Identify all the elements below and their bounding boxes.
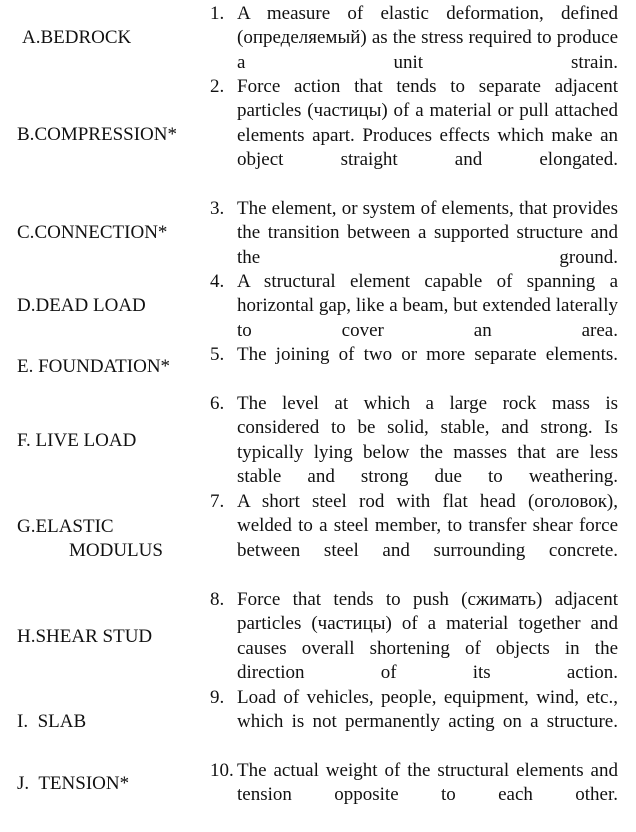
definition-text: A measure of elastic deformation, defined (определяемый) as the stress required to produce a unit strain. [237, 3, 618, 73]
term-letter: H. [17, 626, 36, 647]
term-h [17, 625, 152, 649]
term-letter: G. [17, 516, 36, 537]
term-label: COMPRESSION* [34, 124, 177, 145]
definition-9 [210, 686, 618, 759]
term-label: TENSION* [38, 773, 130, 794]
term-label-line2: MODULUS [69, 540, 163, 561]
definition-text: Load of vehicles, people, equipment, wind, etc., which is not permanently acting on a structure. [237, 687, 618, 733]
definition-number: 3. [210, 198, 225, 219]
definition-text: The level at which a large rock mass is considered to be solid, stable, and strong. Is typically lying below the masses that are less stable and strong due to weathering. [237, 393, 618, 487]
term-label: SHEAR STUD [35, 626, 153, 647]
term-d [17, 294, 146, 318]
definition-5 [210, 343, 618, 392]
definition-text: Force action that tends to separate adjacent particles (частицы) of a material or pull attached elements apart. Produces effects which make an object straight and elongated. [237, 76, 618, 170]
definition-number: 1. [210, 3, 225, 24]
definition-text: A structural element capable of spanning a horizontal gap, like a beam, but extended laterally to cover an area. [237, 271, 618, 341]
definition-2 [210, 75, 618, 196]
term-c [17, 221, 167, 245]
definition-number: 2. [210, 76, 225, 97]
definition-text: The element, or system of elements, that provides the transition between a supported structure and the ground. [237, 198, 618, 268]
term-letter: A. [22, 27, 41, 48]
term-f [17, 429, 136, 453]
definition-number: 7. [210, 491, 225, 512]
term-label: SLAB [37, 711, 87, 732]
term-g [17, 515, 163, 563]
definition-number: 10. [210, 760, 234, 781]
term-label: BEDROCK [40, 27, 132, 48]
term-letter: D. [17, 295, 36, 316]
term-label: CONNECTION* [34, 222, 168, 243]
definition-number: 8. [210, 589, 225, 610]
definition-text: A short steel rod with flat head (оголовок), welded to a steel member, to transfer shear force between steel and surrounding concrete. [237, 491, 618, 561]
term-label: FOUNDATION* [38, 356, 171, 377]
definition-number: 4. [210, 271, 225, 292]
definition-7 [210, 490, 618, 587]
definition-text: Force that tends to push (сжимать) adjacent particles (частицы) of a material together and causes overall shortening of objects in the direction of its action. [237, 589, 618, 683]
term-j [17, 772, 129, 796]
term-letter: E. [17, 356, 34, 377]
term-letter: C. [17, 222, 35, 243]
term-letter: I. [17, 711, 29, 732]
definition-number: 6. [210, 393, 225, 414]
term-b [17, 123, 177, 147]
term-letter: B. [17, 124, 35, 145]
definition-number: 5. [210, 344, 225, 365]
term-letter: J. [17, 773, 30, 794]
definition-text: The joining of two or more separate elements. [237, 344, 618, 365]
term-letter: F. [17, 430, 31, 451]
term-i [17, 710, 86, 734]
definition-text: The actual weight of the structural elements and tension opposite to each other. [237, 760, 618, 806]
term-e [17, 355, 170, 379]
term-label: LIVE LOAD [35, 430, 137, 451]
definition-10 [210, 759, 618, 832]
term-label: ELASTIC [35, 516, 114, 537]
definition-number: 9. [210, 687, 225, 708]
term-a [22, 26, 131, 50]
term-label: DEAD LOAD [35, 295, 146, 316]
